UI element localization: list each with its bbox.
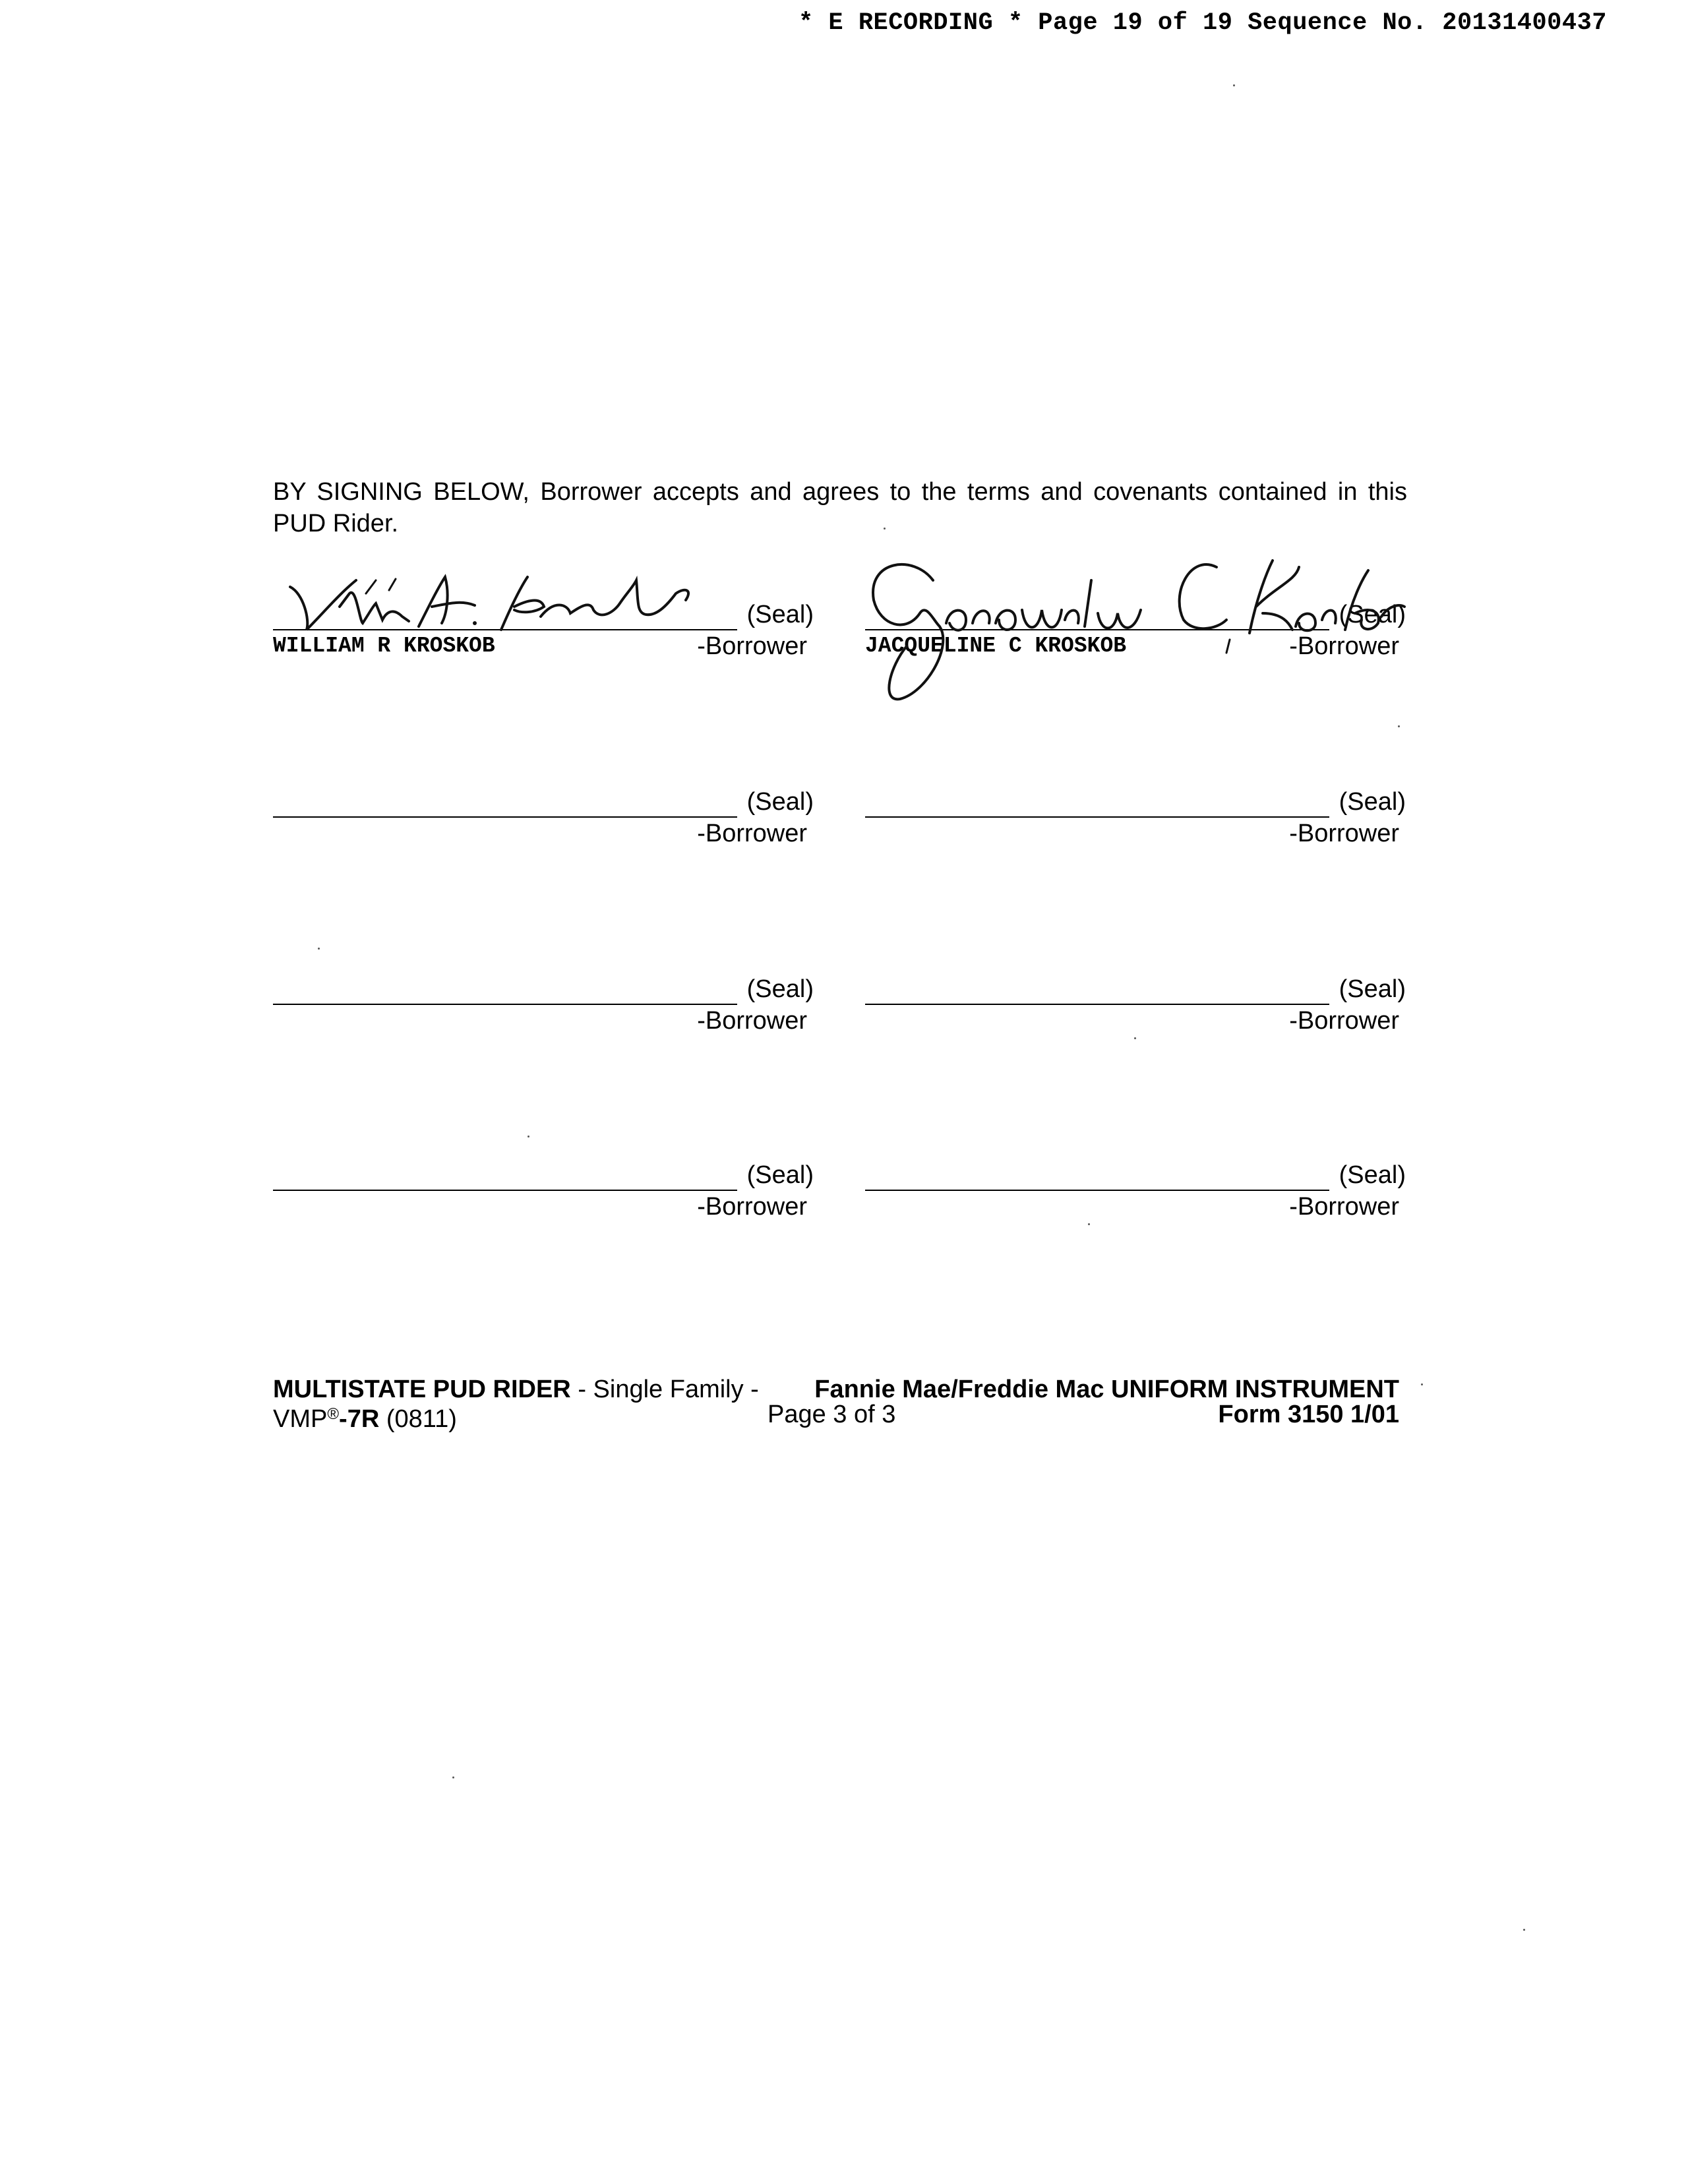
signature-line — [273, 816, 737, 818]
signature-block-6 — [865, 973, 1406, 1046]
scan-speck — [452, 1776, 454, 1778]
signature-line — [865, 629, 1329, 630]
vmp-code: -7R — [339, 1405, 380, 1433]
signature-block-7 — [273, 1159, 814, 1232]
footer-vmp-code — [273, 1402, 457, 1432]
seal-label: (Seal) — [1339, 788, 1406, 816]
seal-label: (Seal) — [1339, 975, 1406, 1003]
borrower-label: -Borrower — [697, 1007, 807, 1035]
scan-speck — [884, 528, 886, 530]
signature-line — [273, 1004, 737, 1005]
signature-line — [273, 1190, 737, 1191]
borrower-label: -Borrower — [1289, 632, 1399, 660]
signature-block-5 — [273, 973, 814, 1046]
signature-line — [865, 816, 1329, 818]
scan-speck — [318, 948, 320, 950]
signature-line — [273, 629, 737, 630]
borrower-label: -Borrower — [1289, 1193, 1399, 1221]
signature-block-4 — [865, 786, 1406, 859]
signature-block-1 — [273, 599, 814, 671]
footer-form-title — [273, 1377, 759, 1402]
signature-line — [865, 1004, 1329, 1005]
scan-speck — [1134, 1037, 1136, 1039]
recording-header: * E RECORDING * Page 19 of 19 Sequence No. 20131400437 — [799, 9, 1607, 37]
vmp-prefix: VMP — [273, 1405, 328, 1433]
signature-block-3 — [273, 786, 814, 859]
signature-line — [865, 1190, 1329, 1191]
borrower-label: -Borrower — [1289, 820, 1399, 847]
signature-block-2 — [865, 599, 1406, 671]
borrower-label: -Borrower — [697, 632, 807, 660]
footer-family-type: - Single Family - — [578, 1376, 759, 1403]
seal-label: (Seal) — [746, 975, 814, 1003]
seal-label: (Seal) — [746, 601, 814, 628]
borrower-label: -Borrower — [697, 820, 807, 847]
seal-label: (Seal) — [746, 1161, 814, 1189]
scan-speck — [1398, 725, 1400, 727]
seal-label: (Seal) — [746, 788, 814, 816]
signer-name: JACQUELINE C KROSKOB — [865, 634, 1127, 658]
scan-speck — [528, 1136, 529, 1138]
footer-page-number: Page 3 of 3 — [768, 1401, 896, 1428]
scan-speck — [1523, 1929, 1525, 1931]
scan-speck — [1233, 84, 1235, 86]
footer-uniform-instrument: Fannie Mae/Freddie Mac UNIFORM INSTRUMENT — [814, 1376, 1399, 1403]
scan-speck — [1088, 1223, 1090, 1225]
signer-name: WILLIAM R KROSKOB — [273, 634, 495, 658]
seal-label: (Seal) — [1339, 1161, 1406, 1189]
signature-block-8 — [865, 1159, 1406, 1232]
registered-mark: ® — [327, 1405, 340, 1423]
footer-form-number: Form 3150 1/01 — [1218, 1401, 1399, 1428]
borrower-label: -Borrower — [697, 1193, 807, 1221]
scan-speck — [1421, 1383, 1423, 1385]
footer-rider-name: MULTISTATE PUD RIDER — [273, 1376, 571, 1403]
vmp-suffix: (0811) — [386, 1405, 457, 1433]
borrower-label: -Borrower — [1289, 1007, 1399, 1035]
intro-paragraph: BY SIGNING BELOW, Borrower accepts and agrees to the terms and covenants contained in this PUD Rider. — [273, 478, 1407, 537]
seal-label: (Seal) — [1339, 601, 1406, 628]
